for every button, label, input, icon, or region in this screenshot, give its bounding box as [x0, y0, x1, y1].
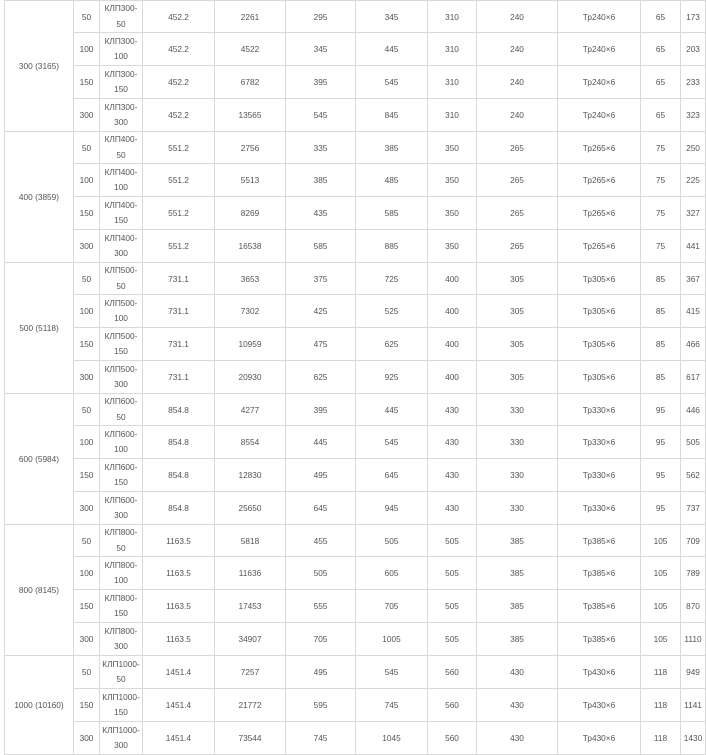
- table-row: [5, 295, 706, 328]
- weight-cell: 949: [681, 656, 706, 689]
- dim-a-cell: 385: [286, 164, 356, 197]
- height-cell: 105: [641, 590, 681, 623]
- pipe-cell: Тр240×6: [558, 99, 641, 132]
- weight-cell: 505: [681, 426, 706, 459]
- table-row: [5, 459, 706, 492]
- dim-a-cell: 505: [286, 557, 356, 590]
- mass-cell: 551.2: [143, 230, 215, 263]
- table-row: [5, 426, 706, 459]
- pipe-cell: Тр305×6: [558, 328, 641, 361]
- weight-cell: 225: [681, 164, 706, 197]
- mass-cell: 452.2: [143, 1, 215, 33]
- dim-e-cell: 240: [477, 1, 558, 33]
- dim-e-cell: 305: [477, 295, 558, 328]
- dim-c-cell: 350: [428, 132, 477, 164]
- mass-cell: 1163.5: [143, 590, 215, 623]
- weight-cell: 441: [681, 230, 706, 263]
- table-row: [5, 230, 706, 263]
- diameter-cell: 100: [74, 33, 100, 66]
- height-cell: 118: [641, 656, 681, 689]
- model-cell: КЛП600-300: [100, 492, 143, 525]
- model-cell: КЛП300-150: [100, 66, 143, 99]
- weight-cell: 367: [681, 263, 706, 295]
- dim-e-cell: 330: [477, 394, 558, 426]
- pipe-cell: Тр305×6: [558, 263, 641, 295]
- dim-e-cell: 430: [477, 689, 558, 722]
- model-cell: КЛП500-100: [100, 295, 143, 328]
- group-label-cell: 1000 (10160): [5, 656, 74, 755]
- diameter-cell: 150: [74, 689, 100, 722]
- weight-cell: 737: [681, 492, 706, 525]
- weight-cell: 173: [681, 1, 706, 33]
- dim-c-cell: 350: [428, 230, 477, 263]
- mass-cell: 452.2: [143, 33, 215, 66]
- dim-e-cell: 265: [477, 164, 558, 197]
- table-row: [5, 361, 706, 394]
- height-cell: 95: [641, 459, 681, 492]
- model-cell: КЛП1000-150: [100, 689, 143, 722]
- diameter-cell: 150: [74, 459, 100, 492]
- dim-e-cell: 305: [477, 328, 558, 361]
- dim-e-cell: 385: [477, 557, 558, 590]
- table-row: [5, 99, 706, 132]
- height-cell: 85: [641, 263, 681, 295]
- dim-a-cell: 345: [286, 33, 356, 66]
- pipe-cell: Тр265×6: [558, 230, 641, 263]
- dim-c-cell: 400: [428, 295, 477, 328]
- weight-cell: 250: [681, 132, 706, 164]
- dim-c-cell: 400: [428, 361, 477, 394]
- dim-c-cell: 505: [428, 557, 477, 590]
- model-cell: КЛП400-100: [100, 164, 143, 197]
- mass-cell: 1163.5: [143, 623, 215, 656]
- dim-a-cell: 395: [286, 394, 356, 426]
- mass-cell: 854.8: [143, 394, 215, 426]
- dim-a-cell: 595: [286, 689, 356, 722]
- table-row: [5, 164, 706, 197]
- pipe-cell: Тр305×6: [558, 361, 641, 394]
- height-cell: 65: [641, 99, 681, 132]
- mass-cell: 731.1: [143, 361, 215, 394]
- model-cell: КЛП600-100: [100, 426, 143, 459]
- pipe-cell: Тр240×6: [558, 66, 641, 99]
- dim-a-cell: 395: [286, 66, 356, 99]
- model-cell: КЛП800-300: [100, 623, 143, 656]
- dim-a-cell: 495: [286, 656, 356, 689]
- dim-e-cell: 330: [477, 492, 558, 525]
- pipe-cell: Тр240×6: [558, 33, 641, 66]
- dim-b-cell: 605: [356, 557, 428, 590]
- diameter-cell: 100: [74, 164, 100, 197]
- dim-b-cell: 545: [356, 656, 428, 689]
- dim-b-cell: 625: [356, 328, 428, 361]
- dim-e-cell: 265: [477, 230, 558, 263]
- dim-b-cell: 345: [356, 1, 428, 33]
- volume-cell: 16538: [215, 230, 286, 263]
- model-cell: КЛП600-150: [100, 459, 143, 492]
- weight-cell: 415: [681, 295, 706, 328]
- table-row: [5, 197, 706, 230]
- weight-cell: 466: [681, 328, 706, 361]
- model-cell: КЛП300-50: [100, 1, 143, 33]
- pipe-cell: Тр430×6: [558, 689, 641, 722]
- diameter-cell: 50: [74, 132, 100, 164]
- diameter-cell: 150: [74, 328, 100, 361]
- dim-a-cell: 645: [286, 492, 356, 525]
- volume-cell: 11636: [215, 557, 286, 590]
- dim-c-cell: 310: [428, 99, 477, 132]
- volume-cell: 8269: [215, 197, 286, 230]
- dim-b-cell: 725: [356, 263, 428, 295]
- mass-cell: 854.8: [143, 459, 215, 492]
- diameter-cell: 100: [74, 295, 100, 328]
- height-cell: 85: [641, 295, 681, 328]
- model-cell: КЛП500-300: [100, 361, 143, 394]
- volume-cell: 8554: [215, 426, 286, 459]
- dim-a-cell: 745: [286, 722, 356, 755]
- height-cell: 118: [641, 722, 681, 755]
- height-cell: 75: [641, 197, 681, 230]
- model-cell: КЛП1000-300: [100, 722, 143, 755]
- pipe-cell: Тр385×6: [558, 623, 641, 656]
- dim-c-cell: 560: [428, 656, 477, 689]
- dim-c-cell: 560: [428, 722, 477, 755]
- dim-b-cell: 445: [356, 394, 428, 426]
- model-cell: КЛП300-300: [100, 99, 143, 132]
- height-cell: 65: [641, 66, 681, 99]
- height-cell: 105: [641, 557, 681, 590]
- dim-a-cell: 295: [286, 1, 356, 33]
- diameter-cell: 300: [74, 99, 100, 132]
- pipe-cell: Тр305×6: [558, 295, 641, 328]
- diameter-cell: 300: [74, 492, 100, 525]
- dim-b-cell: 545: [356, 66, 428, 99]
- table-row: [5, 492, 706, 525]
- specs-table: [4, 0, 706, 755]
- dim-b-cell: 885: [356, 230, 428, 263]
- table-row: [5, 656, 706, 689]
- diameter-cell: 50: [74, 263, 100, 295]
- model-cell: КЛП1000-50: [100, 656, 143, 689]
- dim-c-cell: 430: [428, 492, 477, 525]
- weight-cell: 233: [681, 66, 706, 99]
- pipe-cell: Тр265×6: [558, 132, 641, 164]
- dim-a-cell: 335: [286, 132, 356, 164]
- model-cell: КЛП600-50: [100, 394, 143, 426]
- weight-cell: 870: [681, 590, 706, 623]
- pipe-cell: Тр265×6: [558, 197, 641, 230]
- model-cell: КЛП800-50: [100, 525, 143, 557]
- dim-c-cell: 560: [428, 689, 477, 722]
- dim-e-cell: 430: [477, 656, 558, 689]
- pipe-cell: Тр265×6: [558, 164, 641, 197]
- weight-cell: 1141: [681, 689, 706, 722]
- dim-e-cell: 240: [477, 33, 558, 66]
- dim-e-cell: 305: [477, 263, 558, 295]
- dim-e-cell: 240: [477, 66, 558, 99]
- dim-c-cell: 310: [428, 66, 477, 99]
- dim-c-cell: 430: [428, 426, 477, 459]
- pipe-cell: Тр330×6: [558, 426, 641, 459]
- group-label-cell: 400 (3859): [5, 132, 74, 263]
- dim-c-cell: 400: [428, 263, 477, 295]
- height-cell: 95: [641, 394, 681, 426]
- mass-cell: 1163.5: [143, 557, 215, 590]
- weight-cell: 323: [681, 99, 706, 132]
- pipe-cell: Тр330×6: [558, 459, 641, 492]
- height-cell: 65: [641, 33, 681, 66]
- model-cell: КЛП500-150: [100, 328, 143, 361]
- height-cell: 95: [641, 426, 681, 459]
- dim-e-cell: 330: [477, 459, 558, 492]
- dim-c-cell: 505: [428, 525, 477, 557]
- dim-e-cell: 385: [477, 623, 558, 656]
- diameter-cell: 50: [74, 525, 100, 557]
- weight-cell: 1110: [681, 623, 706, 656]
- height-cell: 118: [641, 689, 681, 722]
- table-row: [5, 722, 706, 755]
- group-label-cell: 800 (8145): [5, 525, 74, 656]
- mass-cell: 452.2: [143, 66, 215, 99]
- volume-cell: 3653: [215, 263, 286, 295]
- dim-e-cell: 265: [477, 132, 558, 164]
- mass-cell: 551.2: [143, 164, 215, 197]
- model-cell: КЛП400-150: [100, 197, 143, 230]
- diameter-cell: 300: [74, 230, 100, 263]
- dim-c-cell: 400: [428, 328, 477, 361]
- diameter-cell: 50: [74, 394, 100, 426]
- volume-cell: 5513: [215, 164, 286, 197]
- diameter-cell: 150: [74, 66, 100, 99]
- dim-e-cell: 265: [477, 197, 558, 230]
- height-cell: 95: [641, 492, 681, 525]
- dim-e-cell: 305: [477, 361, 558, 394]
- dim-b-cell: 585: [356, 197, 428, 230]
- diameter-cell: 100: [74, 426, 100, 459]
- volume-cell: 7257: [215, 656, 286, 689]
- dim-b-cell: 925: [356, 361, 428, 394]
- pipe-cell: Тр385×6: [558, 525, 641, 557]
- mass-cell: 1451.4: [143, 689, 215, 722]
- diameter-cell: 50: [74, 1, 100, 33]
- dim-b-cell: 545: [356, 426, 428, 459]
- mass-cell: 854.8: [143, 426, 215, 459]
- mass-cell: 551.2: [143, 132, 215, 164]
- dim-c-cell: 350: [428, 197, 477, 230]
- dim-b-cell: 525: [356, 295, 428, 328]
- diameter-cell: 300: [74, 623, 100, 656]
- weight-cell: 1430: [681, 722, 706, 755]
- volume-cell: 4277: [215, 394, 286, 426]
- table-row: [5, 132, 706, 164]
- height-cell: 75: [641, 132, 681, 164]
- mass-cell: 1451.4: [143, 656, 215, 689]
- table-row: [5, 590, 706, 623]
- dim-c-cell: 505: [428, 590, 477, 623]
- dim-a-cell: 585: [286, 230, 356, 263]
- weight-cell: 327: [681, 197, 706, 230]
- weight-cell: 203: [681, 33, 706, 66]
- dim-e-cell: 240: [477, 99, 558, 132]
- pipe-cell: Тр240×6: [558, 1, 641, 33]
- dim-b-cell: 945: [356, 492, 428, 525]
- dim-b-cell: 385: [356, 132, 428, 164]
- dim-b-cell: 1005: [356, 623, 428, 656]
- volume-cell: 2261: [215, 1, 286, 33]
- dim-a-cell: 435: [286, 197, 356, 230]
- volume-cell: 21772: [215, 689, 286, 722]
- table-row: [5, 689, 706, 722]
- dim-b-cell: 705: [356, 590, 428, 623]
- diameter-cell: 150: [74, 590, 100, 623]
- table-row: [5, 557, 706, 590]
- model-cell: КЛП500-50: [100, 263, 143, 295]
- table-body: [5, 1, 706, 755]
- dim-c-cell: 310: [428, 1, 477, 33]
- volume-cell: 2756: [215, 132, 286, 164]
- height-cell: 75: [641, 164, 681, 197]
- volume-cell: 10959: [215, 328, 286, 361]
- dim-b-cell: 445: [356, 33, 428, 66]
- dim-a-cell: 625: [286, 361, 356, 394]
- dim-a-cell: 555: [286, 590, 356, 623]
- dim-b-cell: 1045: [356, 722, 428, 755]
- table-row: [5, 394, 706, 426]
- volume-cell: 7302: [215, 295, 286, 328]
- group-label-cell: 600 (5984): [5, 394, 74, 525]
- pipe-cell: Тр385×6: [558, 557, 641, 590]
- pipe-cell: Тр330×6: [558, 394, 641, 426]
- dim-b-cell: 485: [356, 164, 428, 197]
- mass-cell: 731.1: [143, 295, 215, 328]
- volume-cell: 12830: [215, 459, 286, 492]
- diameter-cell: 150: [74, 197, 100, 230]
- diameter-cell: 300: [74, 361, 100, 394]
- mass-cell: 731.1: [143, 263, 215, 295]
- dim-c-cell: 350: [428, 164, 477, 197]
- height-cell: 105: [641, 623, 681, 656]
- table-row: [5, 328, 706, 361]
- volume-cell: 25650: [215, 492, 286, 525]
- dim-c-cell: 505: [428, 623, 477, 656]
- diameter-cell: 300: [74, 722, 100, 755]
- height-cell: 75: [641, 230, 681, 263]
- dim-c-cell: 310: [428, 33, 477, 66]
- mass-cell: 731.1: [143, 328, 215, 361]
- height-cell: 85: [641, 361, 681, 394]
- dim-e-cell: 385: [477, 525, 558, 557]
- weight-cell: 446: [681, 394, 706, 426]
- diameter-cell: 50: [74, 656, 100, 689]
- pipe-cell: Тр330×6: [558, 492, 641, 525]
- mass-cell: 1451.4: [143, 722, 215, 755]
- dim-a-cell: 425: [286, 295, 356, 328]
- dim-a-cell: 445: [286, 426, 356, 459]
- mass-cell: 1163.5: [143, 525, 215, 557]
- dim-e-cell: 430: [477, 722, 558, 755]
- weight-cell: 562: [681, 459, 706, 492]
- mass-cell: 452.2: [143, 99, 215, 132]
- group-label-cell: 500 (5118): [5, 263, 74, 394]
- dim-a-cell: 705: [286, 623, 356, 656]
- pipe-cell: Тр385×6: [558, 590, 641, 623]
- dim-b-cell: 745: [356, 689, 428, 722]
- dim-a-cell: 375: [286, 263, 356, 295]
- dim-a-cell: 545: [286, 99, 356, 132]
- mass-cell: 854.8: [143, 492, 215, 525]
- model-cell: КЛП800-150: [100, 590, 143, 623]
- volume-cell: 5818: [215, 525, 286, 557]
- dim-c-cell: 430: [428, 459, 477, 492]
- mass-cell: 551.2: [143, 197, 215, 230]
- dim-b-cell: 845: [356, 99, 428, 132]
- pipe-cell: Тр430×6: [558, 722, 641, 755]
- weight-cell: 789: [681, 557, 706, 590]
- model-cell: КЛП800-100: [100, 557, 143, 590]
- height-cell: 85: [641, 328, 681, 361]
- dim-e-cell: 330: [477, 426, 558, 459]
- table-row: [5, 33, 706, 66]
- dim-c-cell: 430: [428, 394, 477, 426]
- volume-cell: 6782: [215, 66, 286, 99]
- table-row: [5, 66, 706, 99]
- dim-e-cell: 385: [477, 590, 558, 623]
- model-cell: КЛП300-100: [100, 33, 143, 66]
- volume-cell: 73544: [215, 722, 286, 755]
- weight-cell: 617: [681, 361, 706, 394]
- dim-b-cell: 645: [356, 459, 428, 492]
- diameter-cell: 100: [74, 557, 100, 590]
- volume-cell: 13565: [215, 99, 286, 132]
- dim-a-cell: 475: [286, 328, 356, 361]
- volume-cell: 20930: [215, 361, 286, 394]
- model-cell: КЛП400-50: [100, 132, 143, 164]
- height-cell: 105: [641, 525, 681, 557]
- dim-b-cell: 505: [356, 525, 428, 557]
- pipe-cell: Тр430×6: [558, 656, 641, 689]
- table-row: [5, 1, 706, 33]
- height-cell: 65: [641, 1, 681, 33]
- weight-cell: 709: [681, 525, 706, 557]
- table-row: [5, 525, 706, 557]
- volume-cell: 34907: [215, 623, 286, 656]
- volume-cell: 4522: [215, 33, 286, 66]
- dim-a-cell: 495: [286, 459, 356, 492]
- table-row: [5, 623, 706, 656]
- volume-cell: 17453: [215, 590, 286, 623]
- table-row: [5, 263, 706, 295]
- group-label-cell: 300 (3165): [5, 1, 74, 132]
- dim-a-cell: 455: [286, 525, 356, 557]
- model-cell: КЛП400-300: [100, 230, 143, 263]
